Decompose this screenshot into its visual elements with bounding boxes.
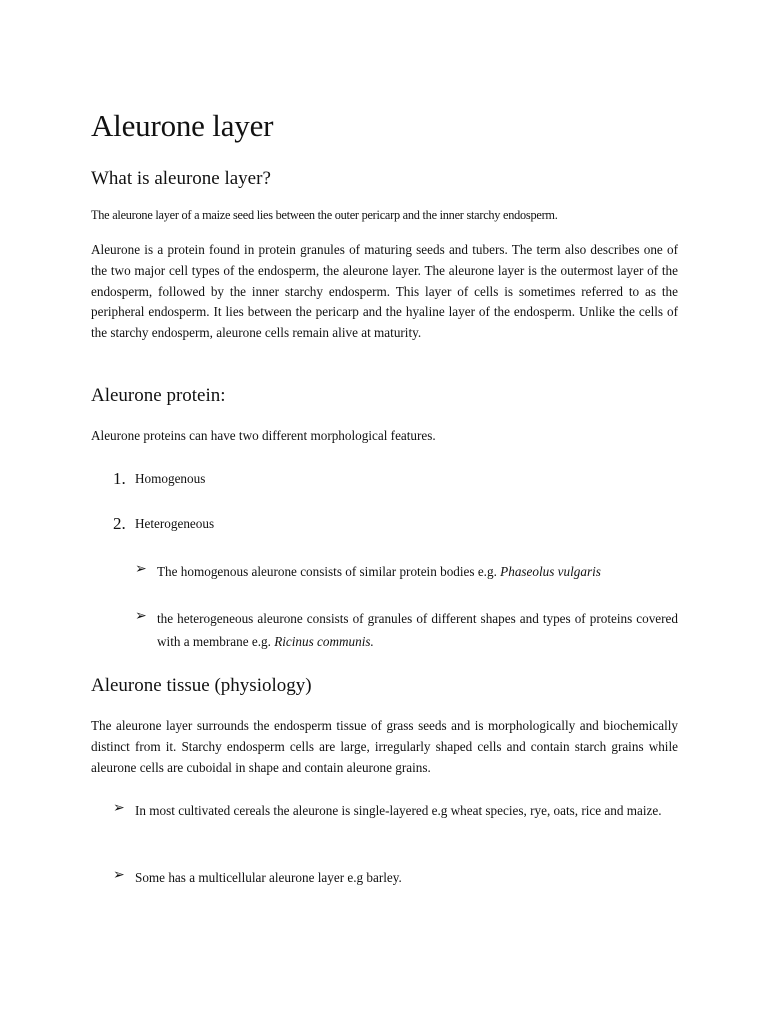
arrow-bullet-icon: ➢ bbox=[135, 609, 147, 624]
list-item-label: Homogenous bbox=[135, 471, 206, 486]
bullet-multicellular bbox=[113, 866, 678, 889]
bullet-text: In most cultivated cereals the aleurone is single-layered e.g wheat species, rye, oats, rice and maize. bbox=[135, 803, 662, 818]
bullet-text: the heterogeneous aleurone consists of granules of different shapes and types of proteins covered with a membrane e.g. Ricinus communis. bbox=[157, 611, 678, 649]
numbered-item-heterogeneous bbox=[113, 514, 214, 534]
section-heading-protein: Aleurone protein: bbox=[91, 385, 226, 406]
paragraph-tissue: The aleurone layer surrounds the endosperm tissue of grass seeds and is morphologically and biochemically distinct from it. Starchy endosperm cells are large, irregularly shaped cells and contain starch grains while aleurone cells are cuboidal in shape and contain aleurone grains. bbox=[91, 718, 678, 775]
bullet-homogenous bbox=[135, 560, 678, 583]
section-heading-what-is: What is aleurone layer? bbox=[91, 168, 271, 189]
arrow-bullet-icon: ➢ bbox=[113, 801, 125, 816]
list-number: 1. bbox=[113, 469, 126, 488]
list-number: 2. bbox=[113, 514, 126, 533]
bullet-heterogeneous bbox=[135, 607, 678, 653]
bullet-text: The homogenous aleurone consists of similar protein bodies e.g. Phaseolus vulgaris bbox=[157, 564, 601, 579]
paragraph-maize-seed: The aleurone layer of a maize seed lies between the outer pericarp and the inner starchy endosperm. bbox=[91, 208, 558, 222]
paragraph-protein-intro: Aleurone proteins can have two different morphological features. bbox=[91, 428, 436, 443]
paragraph-aleurone-definition: Aleurone is a protein found in protein granules of maturing seeds and tubers. The term also describes one of the two major cell types of the endosperm, the aleurone layer. The aleurone layer is the outermost layer of the endosperm, followed by the inner starchy endosperm. This layer of cells is sometimes referred to as the peripheral endosperm. It lies between the pericarp and the hyaline layer of the endosperm. Unlike the cells of the starchy endosperm, aleurone cells remain alive at maturity. bbox=[91, 242, 678, 341]
document-title: Aleurone layer bbox=[91, 108, 274, 143]
bullet-single-layered bbox=[113, 799, 678, 822]
bullet-text: Some has a multicellular aleurone layer e.g barley. bbox=[135, 870, 402, 885]
list-item-label: Heterogeneous bbox=[135, 516, 215, 531]
numbered-item-homogenous bbox=[113, 469, 205, 489]
species-name: Ricinus communis. bbox=[274, 634, 374, 649]
section-heading-tissue: Aleurone tissue (physiology) bbox=[91, 675, 312, 696]
arrow-bullet-icon: ➢ bbox=[135, 562, 147, 577]
arrow-bullet-icon: ➢ bbox=[113, 868, 125, 883]
species-name: Phaseolus vulgaris bbox=[500, 564, 601, 579]
